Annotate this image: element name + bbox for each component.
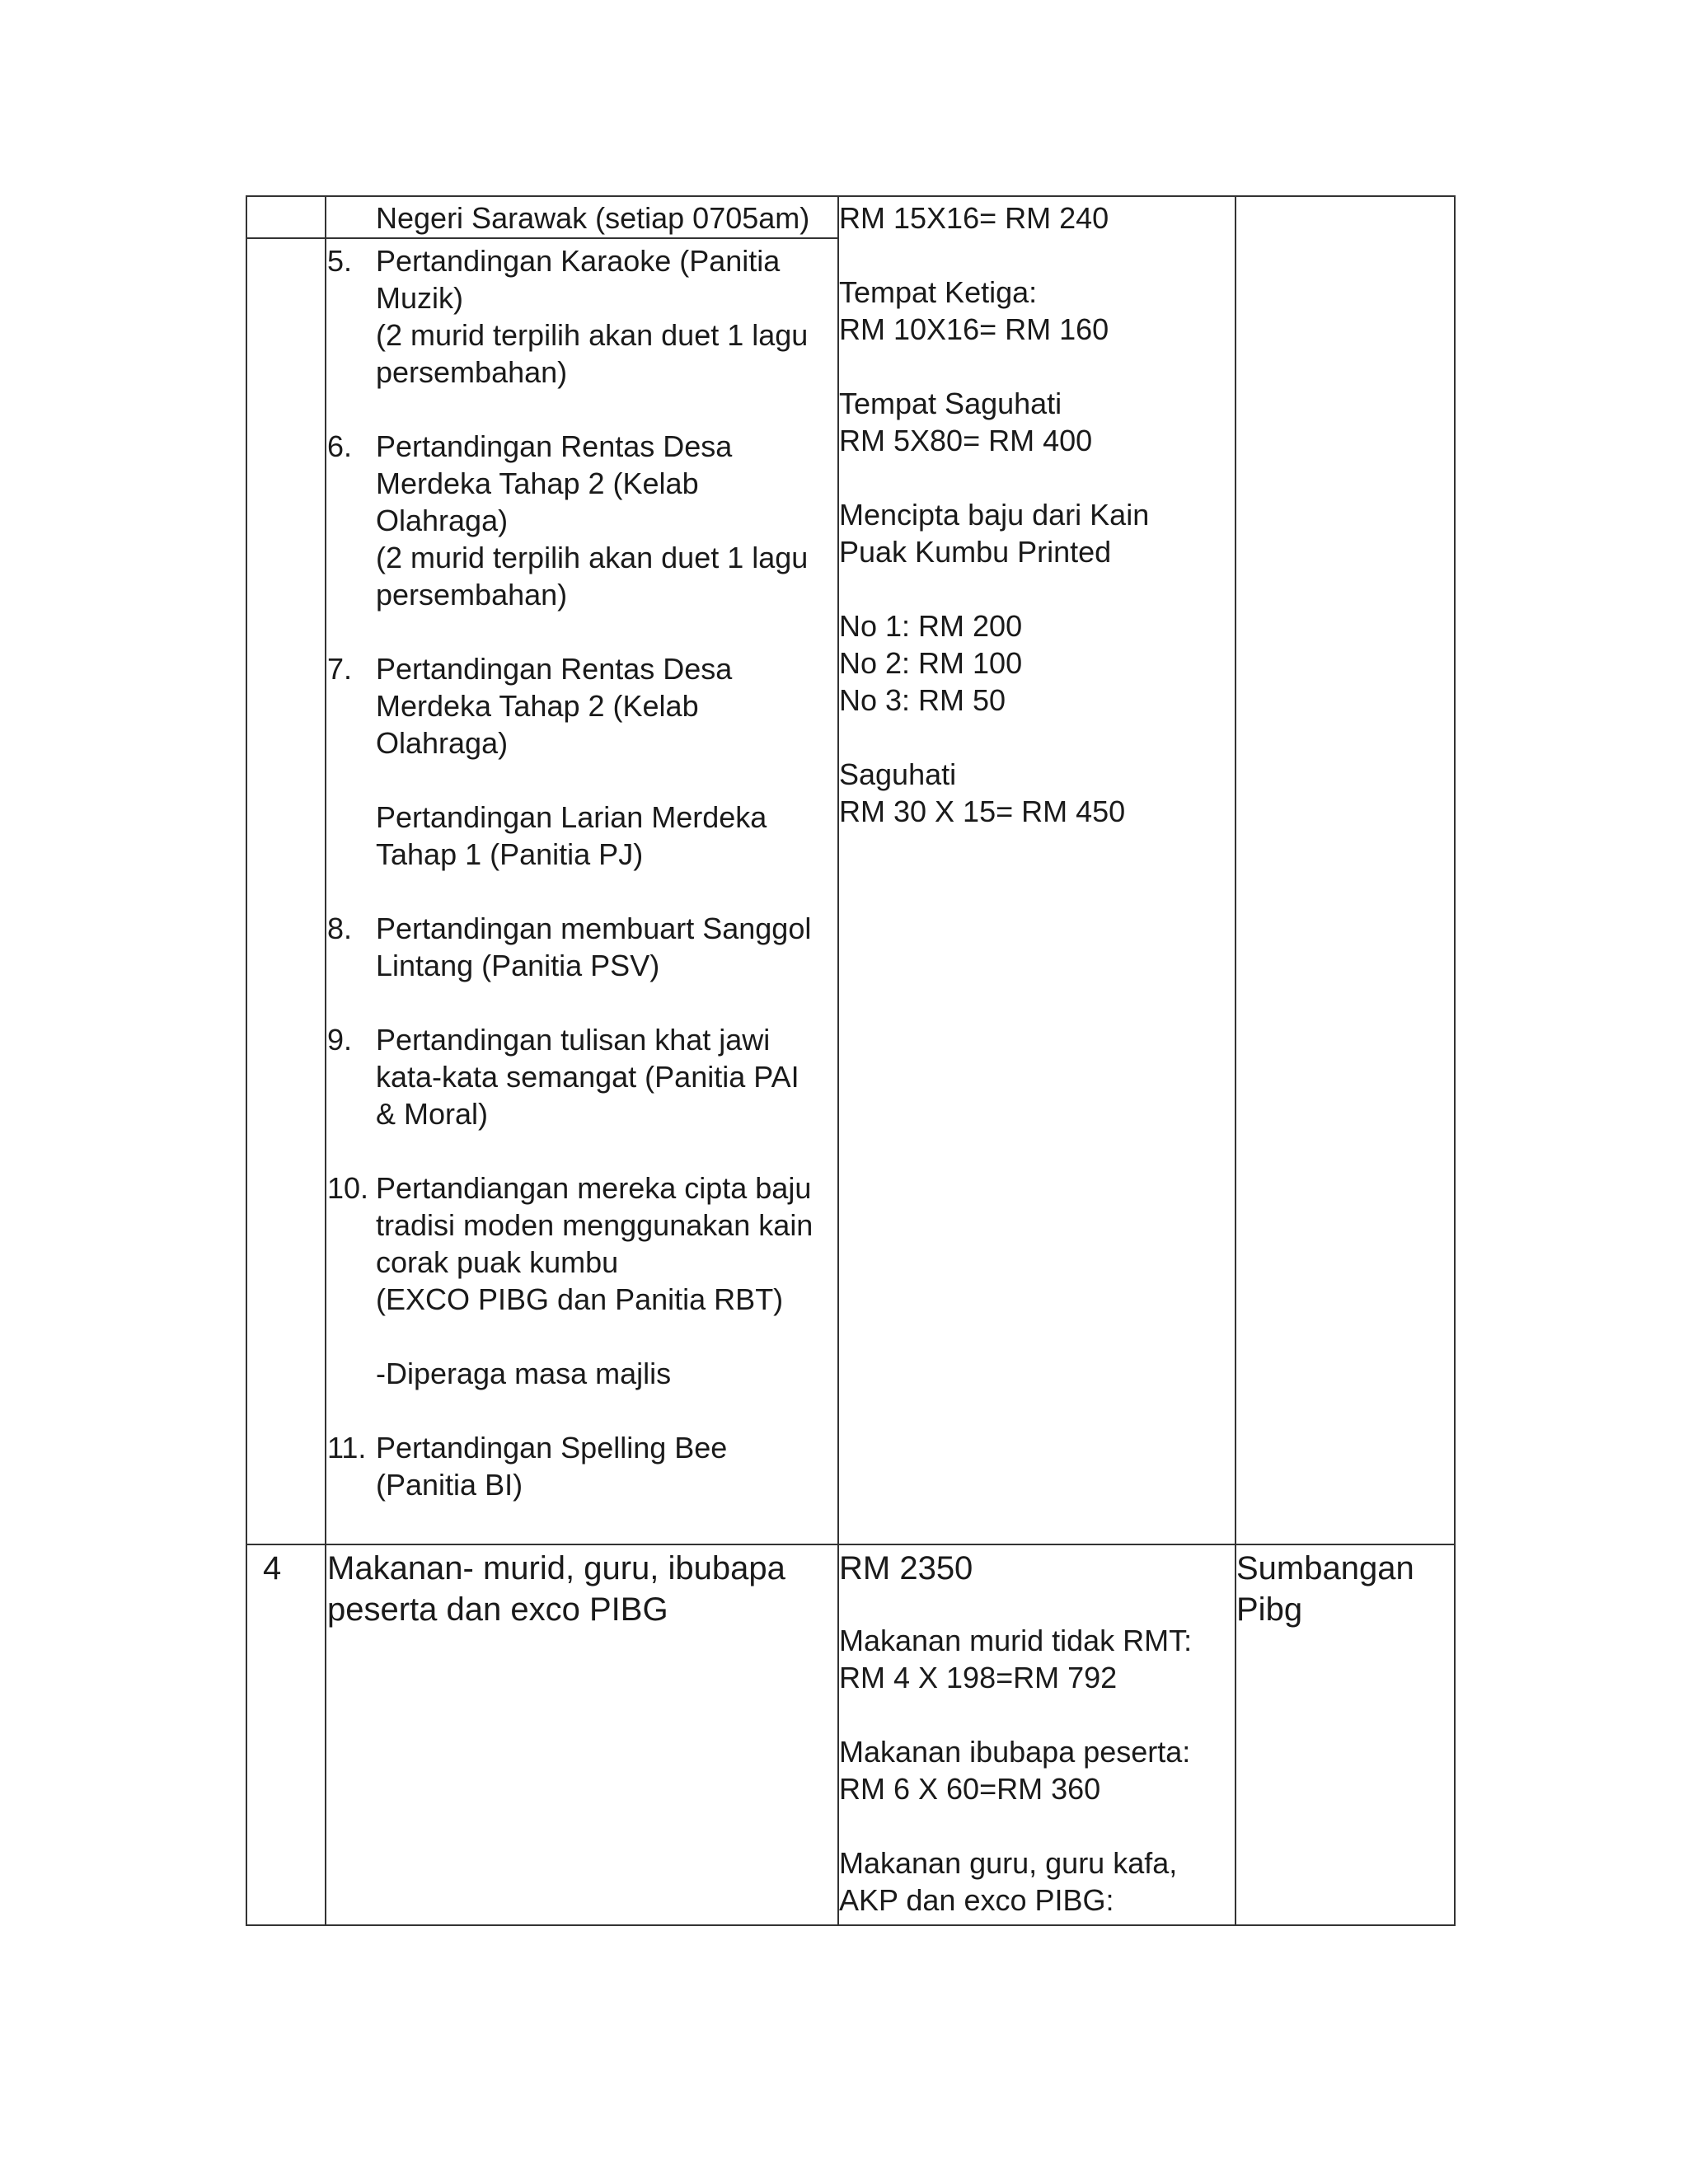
row-divider-continuation	[246, 237, 839, 239]
total-cost: RM 2350	[839, 1550, 973, 1586]
cost-line: No 2: RM 100	[839, 646, 1023, 680]
table-border-bottom	[246, 1924, 1456, 1926]
cost-line: Makanan ibubapa peserta:	[839, 1735, 1191, 1769]
list-item-line: Olahraga)	[376, 504, 509, 537]
cost-line: RM 10X16= RM 160	[839, 312, 1109, 346]
cost-line: Puak Kumbu Printed	[839, 535, 1112, 569]
continuation-item-text: Negeri Sarawak (setiap 0705am)	[376, 201, 810, 235]
list-item-line: persembahan)	[376, 355, 568, 389]
list-item-line: Pertandingan Rentas Desa	[376, 429, 733, 463]
table-border-top	[246, 195, 1456, 197]
list-item-line: Muzik)	[376, 281, 463, 315]
list-item-line: Merdeka Tahap 2 (Kelab	[376, 466, 699, 500]
list-item-line: kata-kata semangat (Panitia PAI	[376, 1060, 799, 1094]
cost-line: AKP dan exco PIBG:	[839, 1883, 1114, 1917]
cost-line: No 3: RM 50	[839, 683, 1006, 717]
list-item-line: Pertandingan Rentas Desa	[376, 652, 733, 686]
funding-source-line: Pibg	[1236, 1591, 1303, 1628]
list-item-line: Pertandingan Spelling Bee	[376, 1431, 728, 1465]
list-item-number: 6.	[327, 429, 353, 463]
list-item-line: -Diperaga masa majlis	[376, 1357, 672, 1390]
cost-line: Tempat Ketiga:	[839, 275, 1038, 309]
list-item-line: tradisi moden menggunakan kain	[376, 1208, 814, 1242]
list-item-line: Pertandingan Larian Merdeka	[376, 800, 767, 834]
cost-line: Tempat Saguhati	[839, 387, 1062, 420]
row-number: 4	[263, 1550, 282, 1586]
list-item-line: Tahap 1 (Panitia PJ)	[376, 837, 644, 871]
list-item-number: 5.	[327, 244, 353, 278]
list-item-line: Pertandiangan mereka cipta baju	[376, 1171, 812, 1205]
list-item-line: Merdeka Tahap 2 (Kelab	[376, 689, 699, 723]
list-item-number: 11.	[327, 1431, 367, 1465]
table-border-right	[1454, 195, 1456, 1926]
activity-line: peserta dan exco PIBG	[327, 1591, 668, 1628]
table-border-left	[246, 195, 247, 1926]
cost-line: Mencipta baju dari Kain	[839, 498, 1150, 532]
list-item-line: corak puak kumbu	[376, 1245, 619, 1279]
list-item-number: 10.	[327, 1171, 369, 1205]
list-item-line: Lintang (Panitia PSV)	[376, 949, 660, 982]
cost-line: RM 6 X 60=RM 360	[839, 1772, 1101, 1806]
cost-line: RM 4 X 198=RM 792	[839, 1661, 1118, 1694]
column-divider-3	[1235, 195, 1236, 1926]
cost-line: No 1: RM 200	[839, 609, 1023, 643]
row-divider-4	[246, 1544, 1456, 1545]
column-divider-1	[325, 195, 326, 1926]
list-item-line: Olahraga)	[376, 726, 509, 760]
cost-line: Saguhati	[839, 757, 957, 791]
list-item-line: & Moral)	[376, 1097, 489, 1131]
list-item-number: 9.	[327, 1023, 353, 1057]
cost-line: RM 5X80= RM 400	[839, 424, 1093, 457]
list-item-line: persembahan)	[376, 578, 568, 612]
list-item-line: Pertandingan tulisan khat jawi	[376, 1023, 771, 1057]
cost-line: Makanan guru, guru kafa,	[839, 1846, 1178, 1880]
cost-line: RM 15X16= RM 240	[839, 201, 1109, 235]
list-item-line: Pertandingan membuart Sanggol	[376, 912, 812, 945]
funding-source-line: Sumbangan	[1236, 1550, 1414, 1586]
list-item-line: (EXCO PIBG dan Panitia RBT)	[376, 1282, 784, 1316]
list-item-number: 8.	[327, 912, 353, 945]
list-item-line: (Panitia BI)	[376, 1468, 523, 1502]
list-item-line: (2 murid terpilih akan duet 1 lagu	[376, 541, 809, 574]
list-item-number: 7.	[327, 652, 353, 686]
list-item-line: (2 murid terpilih akan duet 1 lagu	[376, 318, 809, 352]
cost-line: RM 30 X 15= RM 450	[839, 794, 1126, 828]
activity-line: Makanan- murid, guru, ibubapa	[327, 1550, 785, 1586]
list-item-line: Pertandingan Karaoke (Panitia	[376, 244, 781, 278]
cost-line: Makanan murid tidak RMT:	[839, 1624, 1193, 1657]
